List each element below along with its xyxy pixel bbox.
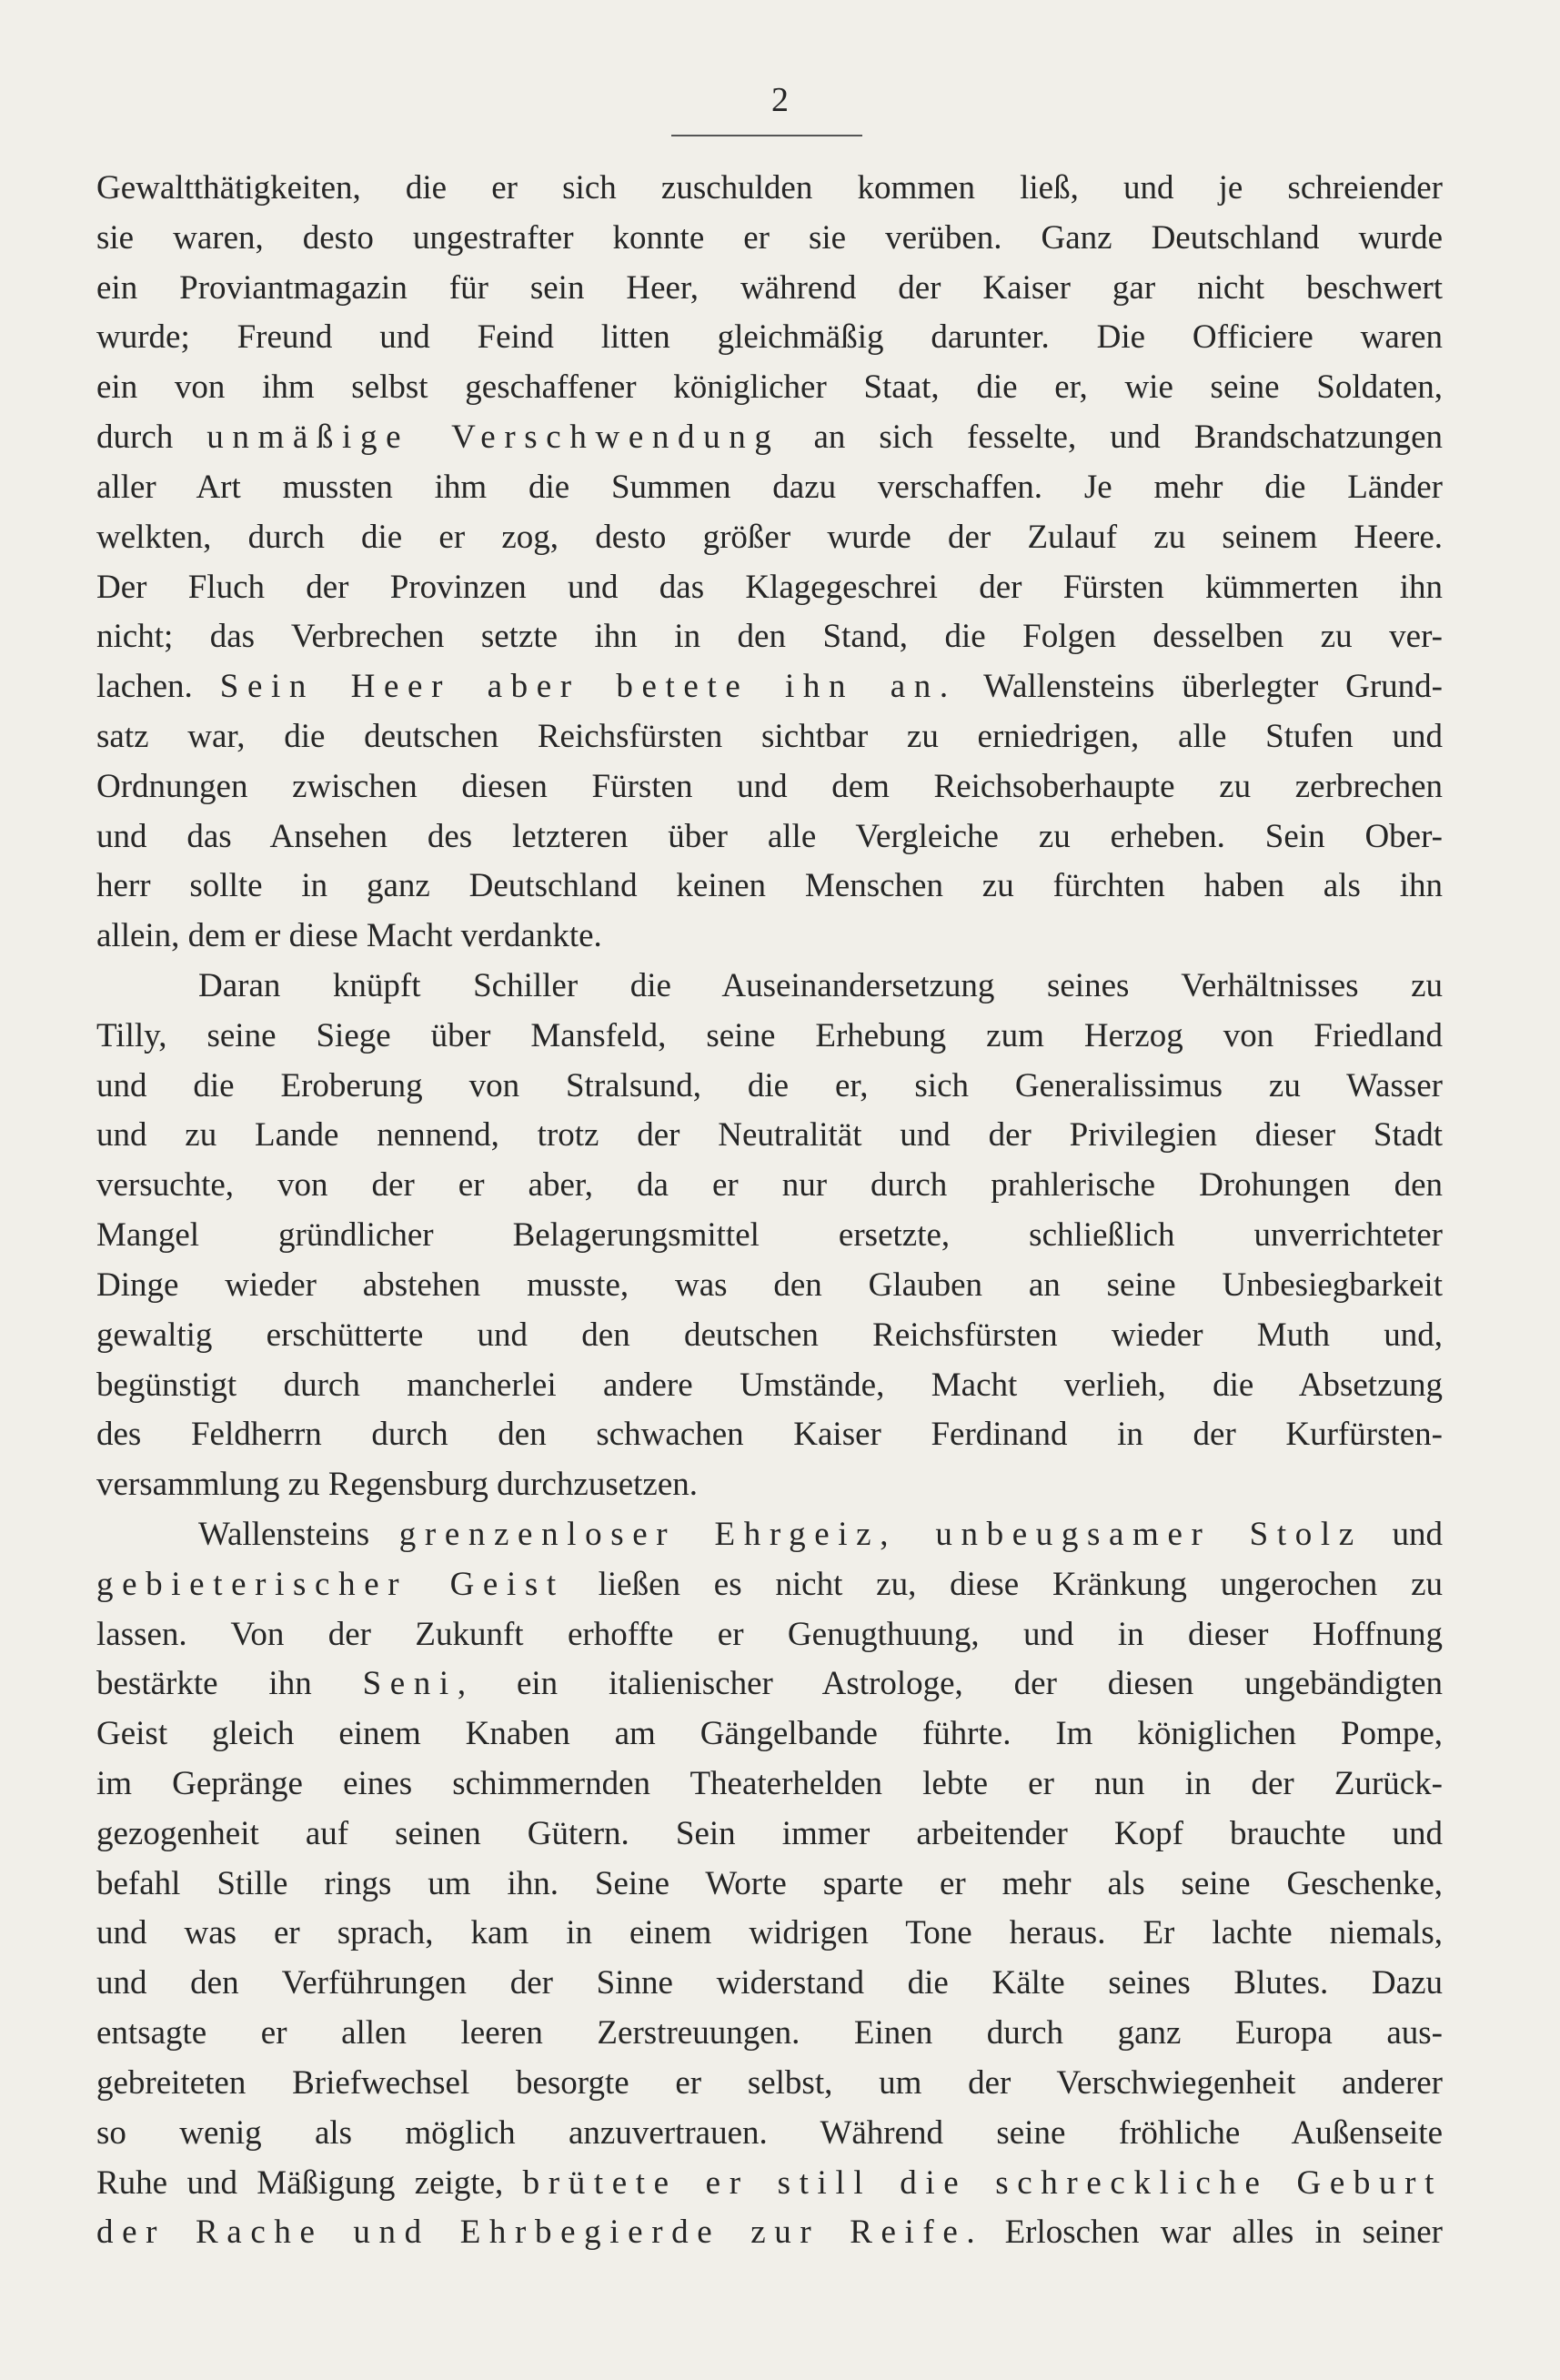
text-line [96, 1610, 1443, 1660]
text-line [96, 463, 1443, 513]
text-line [96, 712, 1443, 762]
text-line [96, 2159, 1443, 2209]
text-line [96, 1860, 1443, 1910]
text-line [96, 2208, 1443, 2258]
text-run: versammlung zu Regensburg durchzusetzen. [96, 1466, 699, 1504]
text-line [96, 1410, 1443, 1460]
text-run: nicht; das Verbrechen setzte ihn in den Stand, die Folgen desselben zu ver- [96, 618, 1443, 656]
text-run: Gewaltthätigkeiten, die er sich zuschulden kommen ließ, und je schreiender [96, 169, 1443, 207]
text-line [96, 164, 1443, 214]
text-run: Geist gleich einem Knaben am Gängelbande führte. Im königlichen Pompe, [96, 1715, 1443, 1753]
text-run: Wallensteins [198, 1515, 399, 1553]
spaced-emphasis: Seni [362, 1665, 458, 1703]
text-line [96, 1659, 1443, 1709]
text-run: durch [96, 419, 207, 457]
text-line [96, 313, 1443, 363]
text-run: wurde; Freund und Feind litten gleichmäßig darunter. Die Officiere waren [96, 318, 1443, 357]
text-run: ein von ihm selbst geschaffener königlicher Staat, die er, wie seine Soldaten, [96, 368, 1443, 407]
text-run: Daran knüpft Schiller die Auseinandersetzung seines Verhältnisses zu [198, 967, 1443, 1004]
text-line [96, 1361, 1443, 1411]
text-line [96, 2059, 1443, 2109]
text-run: lachen. [96, 668, 220, 706]
text-line [96, 2109, 1443, 2159]
text-run: an sich fesselte, und Brandschatzungen [780, 419, 1444, 457]
header-rule [671, 135, 862, 136]
text-run: Ordnungen zwischen diesen Fürsten und dem Reichsoberhaupte zu zerbrechen [96, 767, 1443, 805]
text-run: ließen es nicht zu, diese Kränkung ungerochen zu [564, 1565, 1443, 1603]
text-line [96, 1810, 1443, 1860]
text-line [96, 1261, 1443, 1311]
text-run: ein Proviantmagazin für sein Heer, während der Kaiser gar nicht beschwert [96, 268, 1443, 307]
text-line [96, 1909, 1443, 1959]
text-run: so wenig als möglich anzuvertrauen. Während seine fröhliche Außenseite [96, 2113, 1443, 2152]
text-line [96, 1012, 1443, 1062]
spaced-emphasis: grenzenloser Ehrgeiz, unbeugsamer Stolz [398, 1515, 1363, 1553]
text-run: bestärkte ihn [96, 1665, 363, 1703]
text-run: herr sollte in ganz Deutschland keinen Menschen zu fürchten haben als ihn [96, 867, 1443, 905]
text-line [96, 1510, 1443, 1560]
text-run: Mangel gründlicher Belagerungsmittel ersetzte, schließlich unverrichteter [96, 1216, 1443, 1255]
text-run: und das Ansehen des letzteren über alle Vergleiche zu erheben. Sein Ober- [96, 817, 1443, 855]
text-line [96, 962, 1443, 1012]
text-run: welkten, durch die er zog, desto größer wurde der Zulauf zu seinem Heere. [96, 518, 1443, 556]
text-run: im Gepränge eines schimmernden Theaterhelden lebte er nun in der Zurück- [96, 1765, 1443, 1802]
text-line [96, 413, 1443, 463]
text-line [96, 862, 1443, 912]
spaced-emphasis: Sein Heer aber betete ihn an. [219, 668, 957, 706]
text-line [96, 1460, 1443, 1510]
spaced-emphasis: der Rache und Ehrbegierde zur Reife. [96, 2214, 984, 2252]
text-run: Der Fluch der Provinzen und das Klagegeschrei der Fürsten kümmerten ihn [96, 568, 1443, 606]
text-run: sie waren, desto ungestrafter konnte er sie verüben. Ganz Deutschland wurde [96, 218, 1443, 257]
text-line [96, 812, 1443, 862]
text-line [96, 1111, 1443, 1161]
text-run: und den Verführungen der Sinne widerstand die Kälte seines Blutes. Dazu [96, 1964, 1443, 2002]
text-line [96, 363, 1443, 413]
spaced-emphasis: unmäßige Verschwendung [206, 419, 780, 457]
text-run: befahl Stille rings um ihn. Seine Worte sparte er mehr als seine Geschenke, [96, 1864, 1443, 1902]
text-line [96, 2009, 1443, 2059]
text-run: Dinge wieder abstehen musste, was den Glauben an seine Unbesiegbarkeit [96, 1266, 1443, 1304]
text-run: und was er sprach, kam in einem widrigen Tone heraus. Er lachte niemals, [96, 1914, 1443, 1952]
text-line [96, 1959, 1443, 2009]
text-run: des Feldherrn durch den schwachen Kaiser Ferdinand in der Kurfürsten- [96, 1416, 1443, 1454]
text-line [96, 1161, 1443, 1211]
text-line [96, 912, 1443, 962]
text-run: und zu Lande nennend, trotz der Neutralität und der Privilegien dieser Stadt [96, 1116, 1443, 1155]
text-run: und die Eroberung von Stralsund, die er, sich Generalissimus zu Wasser [96, 1066, 1443, 1104]
text-run: gezogenheit auf seinen Gütern. Sein immer arbeitender Kopf brauchte und [96, 1814, 1443, 1852]
text-run: Ruhe und Mäßigung zeigte, [96, 2163, 523, 2202]
spaced-emphasis: gebieterischer Geist [96, 1565, 565, 1603]
text-run: , ein italienischer Astrologe, der diesen ungebändigten [457, 1665, 1443, 1703]
text-line [96, 1211, 1443, 1261]
text-line [96, 1062, 1443, 1112]
text-line [96, 1709, 1443, 1760]
text-line [96, 264, 1443, 314]
text-run: lassen. Von der Zukunft erhoffte er Genugthuung, und in dieser Hoffnung [96, 1615, 1443, 1653]
text-run: gebreiteten Briefwechsel besorgte er selbst, um der Verschwiegenheit anderer [96, 2063, 1443, 2102]
text-run: versuchte, von der er aber, da er nur durch prahlerische Drohungen den [96, 1166, 1443, 1205]
text-line [96, 563, 1443, 613]
text-run: Erloschen war alles in seiner [983, 2214, 1444, 2252]
text-line [96, 762, 1443, 812]
page-number: 2 [771, 81, 789, 119]
text-run: Wallensteins überlegter Grund- [956, 668, 1444, 706]
text-line [96, 513, 1443, 563]
text-line [96, 1560, 1443, 1610]
text-line [96, 214, 1443, 264]
text-line [96, 1760, 1443, 1810]
text-run: Tilly, seine Siege über Mansfeld, seine Erhebung zum Herzog von Friedland [96, 1016, 1443, 1054]
text-run: satz war, die deutschen Reichsfürsten sichtbar zu erniedrigen, alle Stufen und [96, 717, 1443, 755]
text-line [96, 1311, 1443, 1361]
text-run: begünstigt durch mancherlei andere Umstände, Macht verlieh, die Absetzung [96, 1366, 1443, 1404]
spaced-emphasis: brütete er still die schreckliche Geburt [522, 2163, 1443, 2202]
body-text [96, 164, 1443, 2258]
text-run: allein, dem er diese Macht verdankte. [96, 917, 602, 955]
text-run: entsagte er allen leeren Zerstreuungen. Einen durch ganz Europa aus- [96, 2014, 1443, 2052]
text-line [96, 662, 1443, 712]
text-run: und [1362, 1515, 1443, 1553]
text-run: gewaltig erschütterte und den deutschen Reichsfürsten wieder Muth und, [96, 1316, 1443, 1354]
text-line [96, 612, 1443, 662]
text-run: aller Art mussten ihm die Summen dazu verschaffen. Je mehr die Länder [96, 468, 1443, 506]
